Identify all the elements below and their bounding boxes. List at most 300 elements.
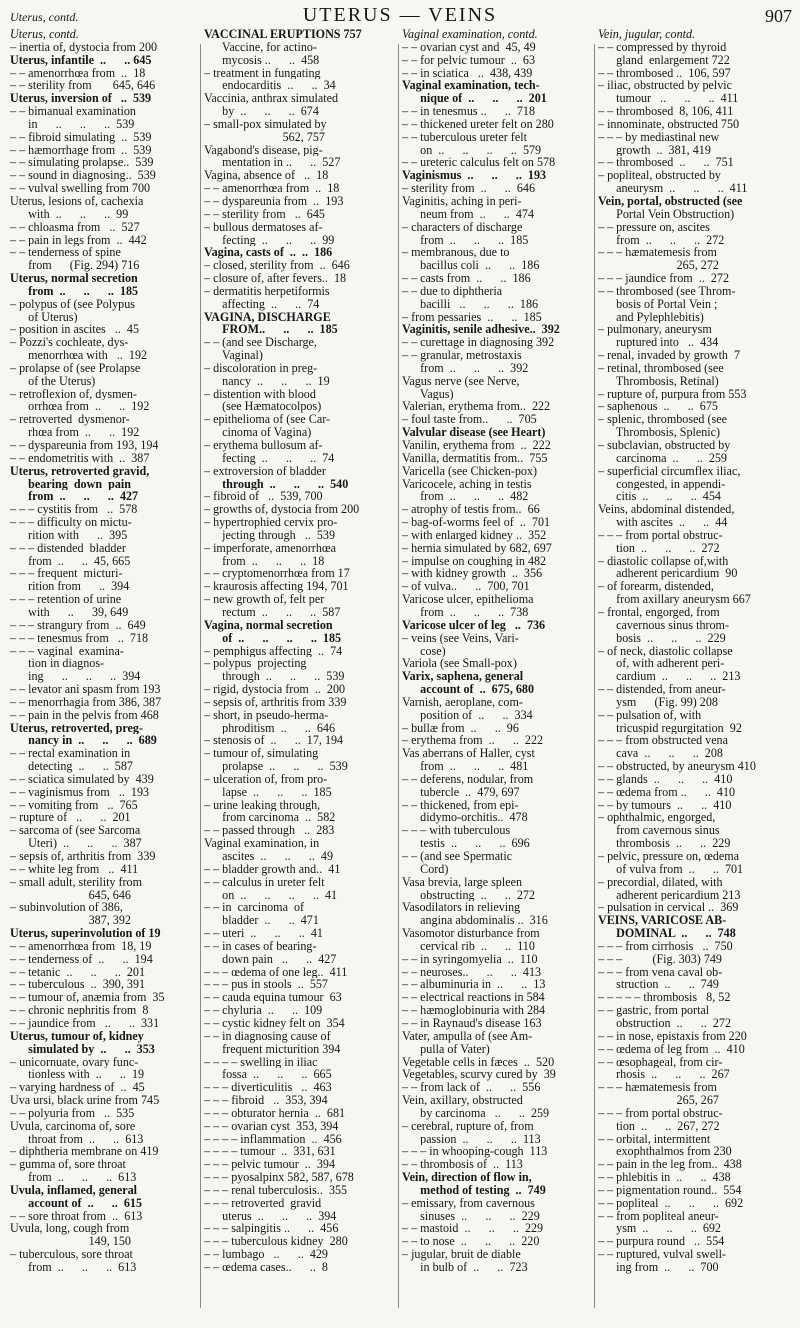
index-entry: bearing down pain — [10, 477, 131, 491]
index-entry: from carcinoma .. 582 — [204, 811, 336, 825]
index-entry: bosis .. .. .. 229 — [598, 631, 726, 645]
index-entry: – – œdema cases.. .. 8 — [204, 1261, 328, 1274]
index-entry: – retroflexion of, dysmen- — [10, 387, 137, 401]
index-entry: – short, in pseudo-herma- — [204, 708, 329, 722]
index-entry: – – pain in the pelvis from 468 — [10, 708, 159, 722]
index-entry: (see Hæmatocolpos) — [204, 400, 322, 414]
index-entry: phroditism .. .. 646 — [204, 721, 336, 735]
index-entry: throat from .. .. 613 — [10, 1132, 144, 1146]
index-entry: ruptured into .. 434 — [598, 336, 719, 350]
index-entry: Uvula, long, cough from — [10, 1222, 130, 1236]
index-entry: – – œsophageal, from cir- — [598, 1055, 723, 1069]
index-entry: 265, 272 — [598, 259, 719, 273]
index-entry: down pain .. .. 427 — [204, 952, 337, 966]
index-entry: cardium .. .. .. 213 — [598, 670, 741, 684]
index-entry: obstructing .. .. 272 — [402, 888, 536, 902]
index-entry: – characters of discharge — [402, 220, 523, 234]
index-entry: – – jaundice from .. .. 331 — [10, 1016, 160, 1030]
index-entry: Uterus, infantile .. .. 645 — [10, 53, 152, 67]
index-entry: – – tenderness of .. .. 194 — [10, 952, 153, 966]
index-entry: – – – hæmatemesis from — [598, 246, 717, 260]
index-entry: – – glands .. .. .. 410 — [598, 772, 733, 786]
index-entry: – – tetanic .. .. .. 201 — [10, 965, 146, 979]
index-entry: aneurysm .. .. .. 411 — [598, 182, 748, 195]
index-entry: – epithelioma of (see Car- — [204, 413, 331, 427]
index-entry: through .. .. .. 540 — [204, 477, 349, 491]
index-entry: – – ruptured, vulval swell- — [598, 1248, 726, 1261]
index-entry: jecting through .. 539 — [204, 528, 335, 542]
index-entry: – diphtheria membrane on 419 — [10, 1145, 159, 1159]
index-entry: cervical rib .. .. 110 — [402, 939, 535, 953]
index-entry: – – tumour of, anæmia from 35 — [10, 991, 165, 1005]
index-entry: – pulsation in cervical .. 369 — [598, 901, 739, 915]
index-entry: bacillus coli .. .. 186 — [402, 259, 540, 273]
index-entry: exophthalmos from 230 — [598, 1145, 732, 1159]
index-entry: – – – œdema of one leg.. 411 — [204, 965, 348, 979]
index-entry: bacilli .. .. .. 186 — [402, 297, 539, 311]
index-entry: – – amenorrhœa from .. 18 — [204, 182, 340, 195]
index-entry: – – – jaundice from .. 272 — [598, 272, 729, 285]
index-entry: rition from .. 394 — [10, 580, 130, 594]
index-entry: – – neuroses.. .. .. 413 — [402, 965, 542, 979]
index-entry: – – œdema of leg from .. 410 — [598, 1042, 745, 1056]
index-entry: – – – by mediastinal new — [598, 130, 720, 144]
index-entry: – – – tenesmus from .. 718 — [10, 631, 149, 645]
index-entry: nancy in .. .. .. 689 — [10, 734, 157, 748]
index-entry: Uva ursi, black urine from 745 — [10, 1094, 160, 1107]
index-entry: Vaginismus .. .. .. 193 — [402, 169, 547, 183]
index-entry: – – – from cirrhosis .. 750 — [598, 939, 733, 953]
index-entry: of Uterus) — [10, 310, 78, 324]
index-entry: – – endometritis with .. 387 — [10, 451, 150, 465]
index-entry: – – – from obstructed vena — [598, 734, 728, 748]
index-entry: Veins, abdominal distended, — [598, 503, 735, 517]
index-entry: tumour .. .. .. 411 — [598, 92, 739, 106]
index-entry: adherent pericardium 90 — [598, 567, 738, 581]
index-entry: VAGINA, DISCHARGE — [204, 310, 331, 324]
index-entry: ysm .. .. .. 692 — [598, 1222, 721, 1236]
index-entry: of the Uterus) — [10, 374, 96, 388]
index-entry: – bullous dermatoses af- — [204, 220, 323, 234]
index-entry: – – – pus in stools .. 557 — [204, 978, 328, 992]
index-entry: menorrhœa with .. 192 — [10, 349, 148, 362]
index-entry: – prolapse of (see Prolapse — [10, 361, 141, 375]
index-entry: – kraurosis affecting 194, 701 — [204, 580, 349, 594]
index-entry: Thrombosis, Retinal) — [598, 374, 719, 388]
index-entry: – rigid, dystocia from .. 200 — [204, 683, 346, 696]
index-entry: Vas aberrans of Haller, cyst — [402, 747, 535, 761]
index-entry: from .. .. .. 738 — [402, 605, 529, 619]
index-entry: – – – retention of urine — [10, 593, 122, 606]
index-entry: – ophthalmic, engorged, — [598, 811, 716, 825]
index-entry: – – – pelvic tumour .. 394 — [204, 1158, 335, 1172]
index-entry: – Pozzi's cochleate, dys- — [10, 336, 129, 350]
index-entry: – – sore throat from .. 613 — [10, 1209, 143, 1223]
index-entry: on .. .. .. .. 579 — [402, 143, 542, 157]
index-entry: – subinvolution of 386, — [10, 901, 123, 915]
index-entry: – pemphigus affecting .. 74 — [204, 644, 343, 658]
index-entry: – – œdema from .. .. 410 — [598, 785, 736, 799]
index-entry: – – – – tumour .. 331, 631 — [204, 1145, 336, 1159]
index-entry: on .. .. .. .. 41 — [204, 888, 338, 902]
index-entry: gland enlargement 722 — [598, 53, 730, 67]
index-entry: – polypus projecting — [204, 657, 307, 671]
running-head-left: Uterus, contd. — [10, 10, 79, 24]
index-entry: – stenosis of .. .. 17, 194 — [204, 734, 344, 748]
index-entry: – pelvic, pressure on, œdema — [598, 850, 740, 863]
index-entry: method of testing .. 749 — [402, 1183, 546, 1197]
index-entry: – – due to diphtheria — [402, 284, 503, 298]
index-entry: – hypertrophied cervix pro- — [204, 516, 338, 529]
index-entry: – – chyluria .. .. 109 — [204, 1004, 323, 1017]
index-entry: – – – from vena caval ob- — [598, 965, 723, 979]
index-entry: – – for pelvic tumour .. 63 — [402, 53, 536, 67]
index-entry: – – – cystitis from .. 578 — [10, 503, 138, 517]
index-entry: fecting .. .. .. 74 — [204, 451, 335, 465]
index-entry: – polypus of (see Polypus — [10, 297, 135, 311]
index-entry: – – (and see Spermatic — [402, 850, 513, 863]
index-entry: – pulmonary, aneurysm — [598, 323, 712, 337]
index-entry: VACCINAL ERUPTIONS 757 — [204, 28, 362, 41]
column-rule — [594, 44, 595, 1308]
index-entry: – – vaginismus from .. 193 — [10, 785, 150, 799]
index-entry: – – in sciatica .. 438, 439 — [402, 66, 533, 80]
index-entry: congested, in appendi- — [598, 477, 726, 491]
index-entry: Vaginal) — [204, 349, 263, 362]
index-entry: – – – difficulty on mictu- — [10, 516, 132, 529]
index-entry: – – tuberculous ureter felt — [402, 130, 527, 144]
index-entry: – of vulva.. .. 700, 701 — [402, 580, 530, 594]
index-entry: 149, 150 — [10, 1235, 131, 1249]
index-entry: – – – frequent micturi- — [10, 567, 123, 581]
column-rule — [398, 44, 399, 1308]
index-entry: rhœa from .. .. 192 — [10, 426, 140, 439]
index-entry: thrombosis .. .. 229 — [598, 837, 731, 850]
index-entry: Vaginitis, aching in peri- — [402, 194, 522, 208]
index-entry: Uterus, normal secretion — [10, 272, 138, 285]
index-entry: – – vomiting from .. 765 — [10, 798, 138, 812]
index-entry: – sepsis of, arthritis from 339 — [204, 695, 347, 709]
index-entry: tionless with .. .. 19 — [10, 1068, 145, 1082]
index-column-4 — [598, 28, 790, 1274]
index-entry: – – – hæmatemesis from — [598, 1081, 717, 1095]
index-entry: – – vulval swelling from 700 — [10, 182, 151, 195]
index-entry: in bulb of .. .. 723 — [402, 1261, 528, 1274]
index-column-1 — [10, 28, 202, 1274]
index-entry: from .. .. .. 18 — [204, 554, 325, 568]
page-number: 907 — [765, 6, 792, 26]
index-entry: Varnish, aeroplane, com- — [402, 695, 523, 709]
index-entry: – – ureteric calculus felt on 578 — [402, 156, 556, 170]
running-head-center: UTERUS — VEINS — [302, 4, 498, 26]
index-entry: – – purpura round .. 554 — [598, 1235, 725, 1249]
index-entry: Vasodilators in relieving — [402, 901, 521, 915]
index-entry: frequent micturition 394 — [204, 1042, 341, 1056]
index-entry: – – – ovarian cyst 353, 394 — [204, 1119, 339, 1133]
index-entry: – – pain in legs from .. 442 — [10, 233, 147, 247]
index-entry: FROM.. .. .. 185 — [204, 323, 338, 337]
index-entry: – – hæmorrhage from .. 539 — [10, 143, 152, 157]
index-entry: cavernous sinus throm- — [598, 618, 729, 632]
index-entry: from .. .. .. 427 — [10, 490, 139, 504]
index-entry: – – dyspareunia from .. 193 — [204, 194, 344, 208]
index-entry: Vanilla, dermatitis from.. 755 — [402, 451, 548, 465]
index-entry: account of .. .. 615 — [10, 1196, 143, 1210]
index-entry: tricuspid regurgitation 92 — [598, 721, 742, 735]
index-entry: – sepsis of, arthritis from 339 — [10, 850, 156, 863]
index-entry: – precordial, dilated, with — [598, 875, 723, 889]
index-entry: 387, 392 — [10, 914, 131, 928]
index-entry: – cerebral, rupture of, from — [402, 1119, 534, 1133]
index-entry: – – distended, from aneur- — [598, 683, 726, 696]
index-entry: neum from .. .. 474 — [402, 207, 535, 221]
index-entry: orrhœa from .. .. 192 — [10, 400, 150, 414]
index-entry: bosis of Portal Vein ; — [598, 297, 718, 311]
index-entry: Vein, portal, obstructed (see — [598, 194, 743, 208]
index-entry: testis .. .. .. 696 — [402, 837, 530, 850]
index-entry: – discoloration in preg- — [204, 361, 318, 375]
index-entry: – – – tuberculous kidney 280 — [204, 1235, 348, 1249]
index-entry: Uterus, inversion of .. 539 — [10, 92, 152, 106]
index-entry: – iliac, obstructed by pelvic — [598, 79, 732, 93]
index-entry: – renal, invaded by growth 7 — [598, 349, 741, 362]
index-entry: didymo-orchitis.. 478 — [402, 811, 528, 825]
index-entry: carcinoma .. .. 259 — [598, 451, 727, 465]
index-entry: – – deferens, nodular, from — [402, 772, 534, 786]
index-entry: – – – salpingitis .. .. 456 — [204, 1222, 339, 1236]
index-entry: – – in cases of bearing- — [204, 939, 317, 953]
index-entry: angina abdominalis .. 316 — [402, 914, 548, 928]
index-entry: – – uteri .. .. .. 41 — [204, 927, 323, 940]
index-entry: – retinal, thrombosed (see — [598, 361, 724, 375]
index-entry: of, with adherent peri- — [598, 657, 725, 671]
index-entry: Vagina, casts of .. .. 186 — [204, 246, 333, 260]
index-entry: – – – renal tuberculosis.. 355 — [204, 1183, 348, 1197]
index-entry: – of neck, diastolic collapse — [598, 644, 733, 658]
index-entry: mycosis .. .. 458 — [204, 53, 320, 67]
index-entry: – – pressure on, ascites — [598, 220, 710, 234]
index-entry: fossa .. .. .. 665 — [204, 1068, 332, 1082]
index-entry: – – from popliteal aneur- — [598, 1209, 719, 1223]
index-entry: prolapse .. .. .. 539 — [204, 760, 348, 773]
index-entry: passion .. .. .. 113 — [402, 1132, 541, 1146]
index-entry: – – levator ani spasm from 193 — [10, 683, 161, 696]
index-entry: – – bimanual examination — [10, 105, 136, 118]
index-entry: Vater, ampulla of (see Am- — [402, 1029, 533, 1043]
index-entry: – superficial circumflex iliac, — [598, 464, 741, 478]
index-entry: – – orbital, intermittent — [598, 1132, 711, 1146]
index-entry: Variola (see Small-pox) — [402, 657, 517, 671]
index-entry: Varicocele, aching in testis — [402, 477, 532, 491]
index-entry: affecting .. .. 74 — [204, 297, 320, 311]
index-entry: – – in diagnosing cause of — [204, 1029, 331, 1043]
index-entry: mentation in .. .. 527 — [204, 156, 341, 170]
index-entry: from .. .. .. 185 — [10, 284, 139, 298]
index-entry: bladder .. .. 471 — [204, 914, 319, 928]
index-entry: – – white leg from .. 411 — [10, 862, 139, 876]
index-entry: nique of .. .. .. 201 — [402, 92, 547, 106]
index-entry: – – sterility from 645, 646 — [10, 79, 156, 93]
index-entry: ysm (Fig. 99) 208 — [598, 695, 718, 709]
index-entry: Uterus, retroverted, preg- — [10, 721, 143, 735]
index-entry: Vasa brevia, large spleen — [402, 875, 522, 889]
index-entry: rhosis .. .. .. 267 — [598, 1068, 730, 1082]
index-column-3 — [402, 28, 594, 1274]
index-entry: Vaccinia, anthrax simulated — [204, 92, 338, 106]
index-entry: – – – from portal obstruc- — [598, 1106, 723, 1120]
index-entry: Vein, jugular, contd. — [598, 28, 696, 41]
index-entry: – splenic, thrombosed (see — [598, 413, 727, 427]
index-entry: Vagus nerve (see Nerve, — [402, 374, 520, 388]
index-entry: rition with .. 395 — [10, 528, 128, 542]
index-entry: – – thrombosed (see Throm- — [598, 284, 736, 298]
index-entry: – diastolic collapse of,with — [598, 554, 729, 568]
index-entry: of .. .. .. .. 185 — [204, 631, 342, 645]
index-entry: Uterus, superinvolution of 19 — [10, 927, 161, 940]
index-entry: rectum .. .. .. 587 — [204, 605, 341, 619]
index-entry: account of .. 675, 680 — [402, 683, 535, 696]
index-entry: – – – obturator hernia .. 681 — [204, 1106, 346, 1120]
index-entry: – – ovarian cyst and 45, 49 — [402, 40, 536, 54]
index-entry: ing from .. .. 700 — [598, 1261, 719, 1274]
index-entry: position of .. .. 334 — [402, 708, 533, 722]
index-entry: – – pigmentation round.. 554 — [598, 1183, 742, 1197]
index-entry: – – pulsation of, with — [598, 708, 702, 722]
index-entry: by carcinoma .. .. 259 — [402, 1106, 550, 1120]
index-entry: – – casts from .. .. 186 — [402, 272, 531, 285]
index-entry: tion .. .. .. 272 — [598, 541, 720, 555]
index-entry: Varix, saphena, general — [402, 670, 524, 684]
index-entry: Cord) — [402, 862, 449, 876]
index-entry: – – thrombosed .. .. 751 — [598, 156, 734, 170]
index-entry: – position in ascites .. 45 — [10, 323, 139, 337]
index-entry: VEINS, VARICOSE AB- — [598, 914, 727, 928]
index-entry: – – – retroverted gravid — [204, 1196, 322, 1210]
index-entry: – – mastoid .. .. .. 229 — [402, 1222, 544, 1236]
index-entry: Uterus, tumour of, kidney — [10, 1029, 144, 1043]
index-entry: lapse .. .. .. 185 — [204, 785, 332, 799]
index-entry: – – chronic nephritis from 8 — [10, 1004, 149, 1017]
index-entry: Vegetables, scurvy cured by 39 — [402, 1068, 556, 1082]
index-entry: – – chloasma from .. 527 — [10, 220, 140, 234]
index-entry: – – amenorrhœa from .. 18 — [10, 66, 146, 80]
index-entry: 562, 757 — [204, 130, 325, 144]
index-entry: – – (and see Discharge, — [204, 336, 317, 350]
index-entry: – – rectal examination in — [10, 747, 131, 761]
index-entry: – – albuminuria in .. .. 13 — [402, 978, 546, 992]
index-entry: – distention with blood — [204, 387, 316, 401]
index-entry: – sarcoma of (see Sarcoma — [10, 824, 141, 838]
index-entry: – – in carcinoma of — [204, 901, 305, 915]
index-entry: – – passed through .. 283 — [204, 824, 335, 838]
index-entry: – impulse on coughing in 482 — [402, 554, 547, 568]
index-entry: Vaginal examination, contd. — [402, 28, 538, 41]
index-entry: – emissary, from cavernous — [402, 1196, 535, 1210]
index-entry: Uterus, retroverted gravid, — [10, 464, 150, 478]
index-entry: Thrombosis, Splenic) — [598, 426, 721, 439]
index-entry: tion in diagnos- — [10, 657, 105, 671]
index-entry: – – cystic kidney felt on 354 — [204, 1016, 345, 1030]
index-entry: – inertia of, dystocia from 200 — [10, 40, 158, 54]
index-entry: – – – diverticulitis .. 463 — [204, 1081, 332, 1095]
index-entry: – membranous, due to — [402, 246, 510, 260]
index-entry: Vaginal examination, tech- — [402, 79, 540, 93]
index-entry: Uterus, contd. — [10, 28, 79, 41]
index-entry: and Pylephlebitis) — [598, 310, 704, 324]
index-entry: with .. .. .. 99 — [10, 207, 129, 221]
index-entry: sinuses .. .. .. 229 — [402, 1209, 540, 1223]
index-entry: – – phlebitis in .. .. 438 — [598, 1171, 731, 1184]
index-entry: – with kidney growth .. 356 — [402, 567, 543, 581]
index-entry: tion .. .. 267, 272 — [598, 1119, 720, 1133]
index-entry: – – thickened ureter felt on 280 — [402, 117, 554, 131]
index-entry: – – hæmoglobinuria with 284 — [402, 1004, 546, 1017]
index-entry: – – tenderness of spine — [10, 246, 121, 260]
index-entry: – erythema from .. .. 222 — [402, 734, 544, 748]
index-entry: Vagina, absence of .. 18 — [204, 169, 329, 183]
index-entry: – sterility from .. .. 646 — [402, 182, 536, 195]
index-entry: – new growth of, felt per — [204, 593, 325, 606]
index-entry: detecting .. .. 587 — [10, 760, 133, 773]
index-entry: – varying hardness of .. 45 — [10, 1081, 145, 1095]
index-entry: – – in Raynaud's disease 163 — [402, 1016, 542, 1030]
index-entry: struction .. .. 749 — [598, 978, 719, 992]
index-entry: Uterus, lesions of, cachexia — [10, 194, 144, 208]
index-entry: – – thrombosed 8, 106, 411 — [598, 105, 734, 118]
index-entry: – – thrombosed .. 106, 597 — [598, 66, 731, 80]
index-entry: Valvular disease (see Heart) — [402, 426, 546, 439]
index-entry: 265, 267 — [598, 1094, 719, 1107]
index-entry: – – calculus in ureter felt — [204, 875, 325, 889]
index-entry: – atrophy of testis from.. 66 — [402, 503, 540, 517]
index-entry: Varicose ulcer of leg .. 736 — [402, 618, 546, 632]
index-entry: – – – – inflammation .. 456 — [204, 1132, 342, 1146]
index-entry: ascites .. .. .. 49 — [204, 850, 333, 863]
index-entry: from axillary aneurysm 667 — [598, 593, 751, 606]
index-entry: 645, 646 — [10, 888, 131, 902]
index-entry: from .. .. 45, 665 — [10, 554, 131, 568]
index-entry: nancy .. .. .. 19 — [204, 374, 330, 388]
index-entry: of vulva from .. .. 701 — [598, 862, 744, 876]
index-entry: ing .. .. .. 394 — [10, 670, 141, 684]
index-entry: – closure of, after fevers.. 18 — [204, 272, 347, 285]
index-entry: Vagus) — [402, 387, 454, 401]
index-entry: Vaginitis, senile adhesive.. 392 — [402, 323, 560, 337]
index-entry: from .. .. .. 392 — [402, 361, 529, 375]
index-entry: – – – distended bladder — [10, 541, 126, 555]
index-entry: – bag-of-worms feel of .. 701 — [402, 516, 551, 529]
index-entry: – small-pox simulated by — [204, 117, 327, 131]
index-entry: – tumour of, simulating — [204, 747, 319, 761]
index-entry: from .. .. .. 272 — [598, 233, 725, 247]
index-entry: Vanilin, erythema from .. 222 — [402, 439, 551, 452]
index-entry: – – amenorrhœa from 18, 19 — [10, 939, 152, 953]
index-entry: from .. .. .. 613 — [10, 1261, 137, 1274]
index-entry: cinoma of Vagina) — [204, 426, 312, 439]
index-entry: endocarditis .. .. 34 — [204, 79, 336, 93]
index-entry: from cavernous sinus — [598, 824, 720, 838]
index-entry: adherent pericardium 213 — [598, 888, 741, 902]
index-entry: – – simulating prolapse.. 539 — [10, 156, 154, 170]
index-entry: by .. .. .. 674 — [204, 105, 319, 118]
index-entry: – dermatitis herpetiformis — [204, 284, 330, 298]
index-entry: Vagina, normal secretion — [204, 618, 333, 632]
index-entry: – – gastric, from portal — [598, 1004, 710, 1017]
index-entry: pulla of Vater) — [402, 1042, 490, 1056]
index-entry: with ascites .. .. 44 — [598, 516, 728, 529]
index-entry: – – dyspareunia from 193, 194 — [10, 439, 159, 452]
index-entry: – veins (see Veins, Vari- — [402, 631, 519, 645]
